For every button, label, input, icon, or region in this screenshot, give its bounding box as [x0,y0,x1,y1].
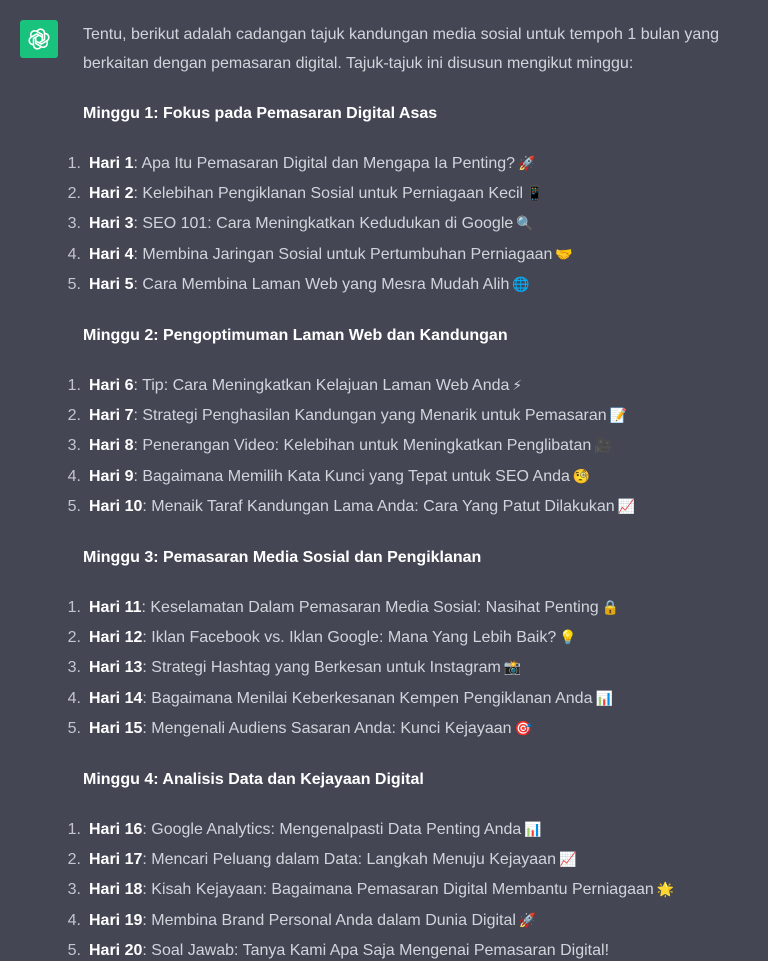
list-item [67,845,753,875]
topic-text: : Bagaimana Menilai Keberkesanan Kempen Pengiklanan Anda [142,689,593,707]
topic-text: : Kisah Kejayaan: Bagaimana Pemasaran Digital Membantu Perniagaan [142,881,654,899]
list-item [67,149,753,179]
list-item [67,240,753,270]
day-label: Hari 9 [89,467,134,485]
week-section [67,321,753,522]
topic-text: : Penerangan Video: Kelebihan untuk Meningkatkan Penglibatan [133,437,592,455]
topic-text: : Mengenali Audiens Sasaran Anda: Kunci Kejayaan [142,719,512,737]
list-number: 4. [67,467,81,485]
emoji-icon: 📝 [609,408,628,425]
list-number: 3. [67,881,81,899]
emoji-icon: 🚀 [518,156,536,172]
topic-text: : Strategi Hashtag yang Berkesan untuk Instagram [142,659,501,677]
list-number: 1. [67,599,81,617]
emoji-icon: 📈 [558,852,577,869]
emoji-icon: 🎯 [514,720,532,737]
list-number: 5. [67,497,81,515]
emoji-icon: 🤝 [555,246,573,263]
emoji-icon: 🎥 [594,438,612,455]
list-number: 3. [67,437,81,455]
emoji-icon: 📈 [617,498,636,515]
list-number: 5. [67,719,81,737]
day-list [67,149,753,300]
week-heading: Minggu 2: Pengoptimuman Laman Web dan Kandungan [83,327,508,345]
day-label: Hari 6 [89,377,134,395]
topic-text: : Membina Brand Personal Anda dalam Dunia Digital [142,911,516,929]
list-number: 2. [67,407,81,425]
week-heading: Minggu 4: Analisis Data dan Kejayaan Digital [83,771,424,789]
emoji-icon: 💡 [559,630,577,647]
list-item [67,431,753,461]
day-list [67,593,753,744]
list-number: 5. [67,275,81,293]
list-number: 2. [67,851,81,869]
day-label: Hari 10 [89,497,143,515]
topic-text: : SEO 101: Cara Meningkatkan Kedudukan di Google [133,215,514,233]
week-section [67,99,753,300]
week-section [67,543,753,744]
list-item [67,906,753,936]
topic-text: : Tip: Cara Meningkatkan Kelajuan Laman Web Anda [133,377,510,395]
topic-text: : Bagaimana Memilih Kata Kunci yang Tepat untuk SEO Anda [133,467,570,485]
topic-text: : Apa Itu Pemasaran Digital dan Mengapa Ia Penting? [133,155,516,172]
intro-paragraph: Tentu, berikut adalah cadangan tajuk kandungan media sosial untuk tempoh 1 bulan yang berkaitan dengan pemasaran digital. Tajuk-tajuk ini disusun mengikut minggu: [83,26,720,72]
emoji-icon: 🚀 [518,912,537,929]
list-number: 1. [67,377,81,395]
list-number: 4. [67,911,81,929]
day-label: Hari 19 [89,911,143,929]
topic-text: : Membina Jaringan Sosial untuk Pertumbuhan Perniagaan [133,245,553,263]
list-item [67,936,753,961]
emoji-icon: 📱 [526,186,544,203]
day-label: Hari 16 [89,821,143,839]
emoji-icon: 📊 [595,690,613,707]
topic-text: : Iklan Facebook vs. Iklan Google: Mana Yang Lebih Baik? [142,629,557,647]
list-number: 1. [67,155,81,172]
day-label: Hari 20 [89,941,143,959]
emoji-icon: 📊 [524,822,542,839]
emoji-icon: 🔒 [601,600,620,617]
list-number: 3. [67,659,81,677]
day-label: Hari 13 [89,659,143,677]
list-item [67,875,753,905]
list-item [67,209,753,239]
topic-text: : Cara Membina Laman Web yang Mesra Mudah Alih [133,275,510,293]
list-item [67,593,753,623]
list-item [67,371,753,401]
week-section [67,765,753,961]
day-label: Hari 2 [89,185,134,203]
list-item [67,270,753,300]
list-item [67,815,753,845]
day-label: Hari 3 [89,215,134,233]
list-item [67,462,753,492]
week-sections [67,99,753,961]
assistant-avatar [20,20,58,58]
day-label: Hari 12 [89,629,143,647]
list-number: 5. [67,941,81,959]
emoji-icon: 🌐 [512,276,530,293]
emoji-icon: 🧐 [572,468,591,485]
week-heading: Minggu 3: Pemasaran Media Sosial dan Pengiklanan [83,549,482,567]
day-label: Hari 18 [89,881,143,899]
topic-text: : Strategi Penghasilan Kandungan yang Menarik untuk Pemasaran [133,407,607,425]
topic-text: : Menaik Taraf Kandungan Lama Anda: Cara Yang Patut Dilakukan [142,497,615,515]
emoji-icon: 🌟 [656,882,675,899]
day-label: Hari 17 [89,851,143,869]
topic-text: : Google Analytics: Mengenalpasti Data Penting Anda [142,821,522,839]
assistant-message [67,20,753,961]
list-number: 2. [67,185,81,203]
day-label: Hari 11 [89,599,142,617]
day-label: Hari 14 [89,689,143,707]
week-heading: Minggu 1: Fokus pada Pemasaran Digital Asas [83,105,438,122]
list-item [67,492,753,522]
emoji-icon: 🔍 [516,216,534,233]
list-item [67,653,753,683]
list-item [67,401,753,431]
topic-text: : Soal Jawab: Tanya Kami Apa Saja Mengenai Pemasaran Digital! [142,941,610,959]
topic-text: : Keselamatan Dalam Pemasaran Media Sosial: Nasihat Penting [141,599,599,617]
emoji-icon: ⚡ [512,378,523,395]
day-label: Hari 8 [89,437,134,455]
openai-logo-icon [27,27,51,51]
list-number: 2. [67,629,81,647]
list-number: 1. [67,821,81,839]
list-number: 4. [67,245,81,263]
day-list [67,815,753,961]
list-item [67,684,753,714]
list-number: 4. [67,689,81,707]
topic-text: : Kelebihan Pengiklanan Sosial untuk Perniagaan Kecil [133,185,524,203]
day-label: Hari 7 [89,407,134,425]
emoji-icon: 📸 [503,660,522,677]
day-label: Hari 15 [89,719,143,737]
list-item [67,714,753,744]
topic-text: : Mencari Peluang dalam Data: Langkah Menuju Kejayaan [142,851,556,869]
list-item [67,623,753,653]
list-item [67,179,753,209]
day-list [67,371,753,522]
day-label: Hari 4 [89,245,134,263]
day-label: Hari 5 [89,275,134,293]
list-number: 3. [67,215,81,233]
day-label: Hari 1 [89,155,134,172]
